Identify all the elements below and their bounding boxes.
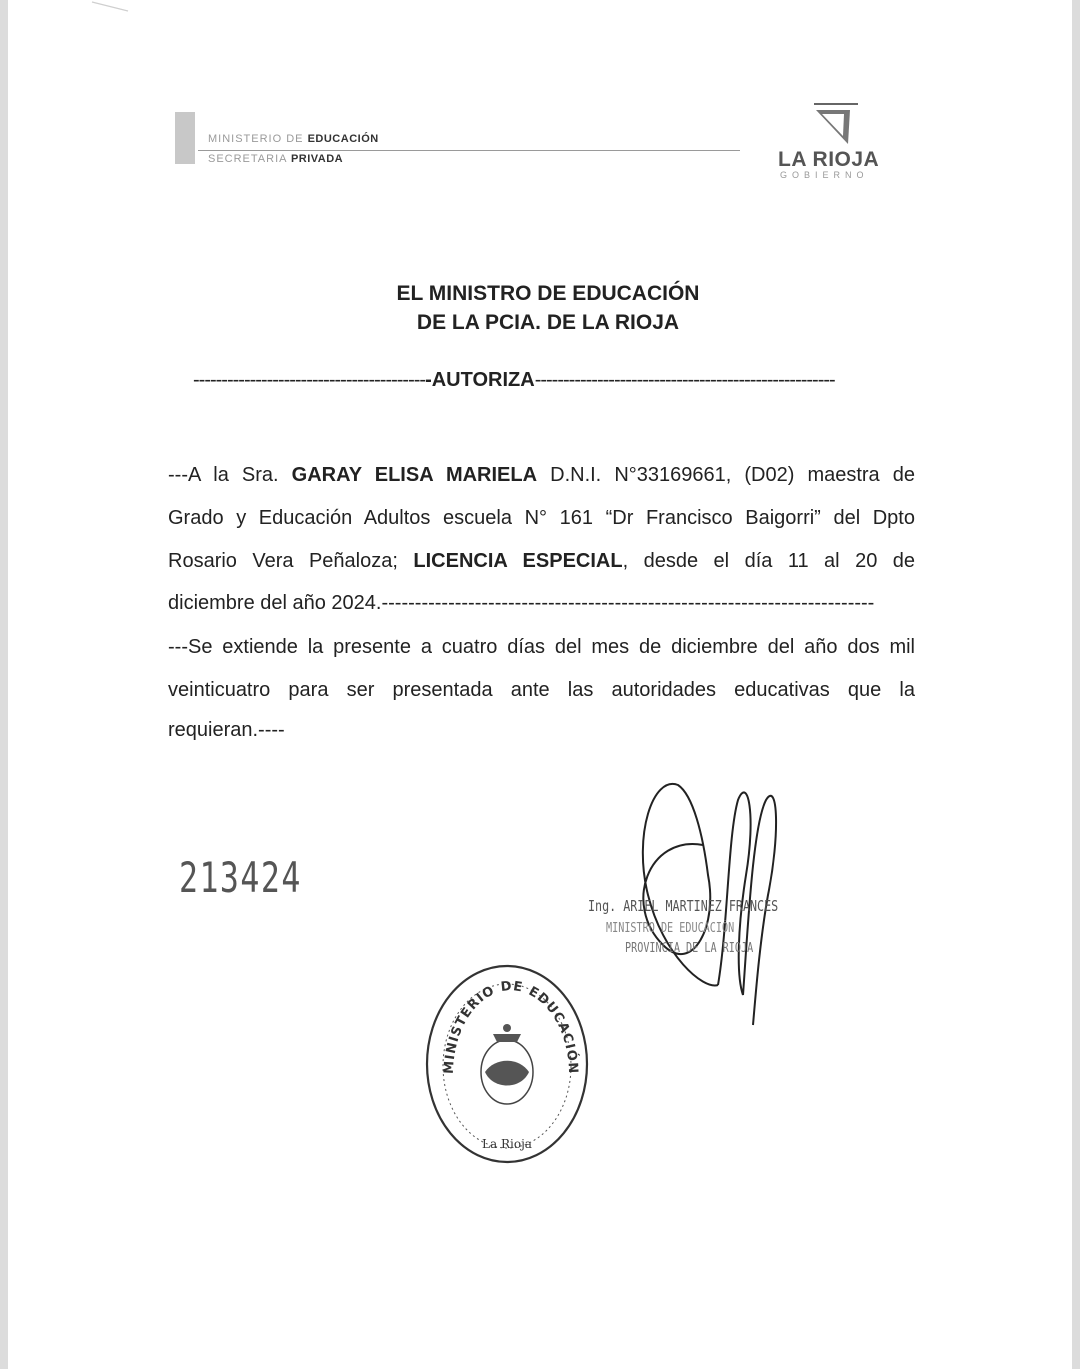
body-l1-a: ---A la Sra. bbox=[168, 464, 279, 486]
svg-text:MINISTERIO DE EDUCACIÓN bbox=[442, 979, 581, 1075]
header-secretary-prefix: SECRETARIA bbox=[208, 153, 287, 165]
body-line-5: ---Se extiende la presente a cuatro días del mes de diciembre del año dos mil bbox=[168, 636, 915, 658]
body-l1-c: N°33169661, bbox=[614, 464, 732, 486]
body-l1-f: de bbox=[892, 464, 915, 486]
logo-subtitle: GOBIERNO bbox=[780, 170, 869, 180]
body-l1-e: maestra bbox=[807, 464, 880, 486]
body-line-4: diciembre del año 2024.-------------------------------------------------------------------------- bbox=[168, 592, 875, 614]
autoriza-dashes-right: ----------------------------------------------------- bbox=[534, 369, 835, 391]
stamp-number: 213424 bbox=[179, 853, 302, 902]
header-bar bbox=[175, 112, 195, 164]
autoriza-word: -AUTORIZA bbox=[425, 369, 535, 391]
body-line-6: veinticuatro para ser presentada ante las autoridades educativas que la bbox=[168, 679, 915, 701]
coat-of-arms-icon bbox=[481, 1024, 533, 1104]
header-secretary-name: PRIVADA bbox=[290, 153, 344, 165]
seal-bottom-text: La Rioja bbox=[482, 1137, 532, 1151]
la-rioja-logo bbox=[768, 100, 908, 184]
logo-name: LA RIOJA bbox=[778, 148, 880, 171]
body-line-7: requieran.---- bbox=[168, 719, 285, 741]
autoriza-heading bbox=[193, 369, 893, 392]
signatory-province: PROVINCIA DE LA RIOJA bbox=[625, 941, 754, 956]
body-l3-a: Rosario Vera Peñaloza; bbox=[168, 550, 398, 572]
header-secretary bbox=[208, 153, 343, 165]
header-rule bbox=[198, 150, 740, 151]
signatory-role: MINISTRO DE EDUCACIÓN bbox=[606, 921, 735, 936]
header-ministry bbox=[208, 133, 379, 145]
header-ministry-prefix: MINISTERIO DE bbox=[208, 133, 304, 145]
body-l3-c: , desde el día 11 al 20 de bbox=[622, 550, 916, 572]
teacher-name: GARAY ELISA MARIELA bbox=[291, 464, 538, 486]
body-line-1 bbox=[168, 464, 915, 487]
logo-mark-icon bbox=[808, 100, 864, 146]
body-l1-b: D.N.I. bbox=[550, 464, 602, 486]
title-line-1: EL MINISTRO DE EDUCACIÓN bbox=[396, 282, 700, 305]
ministry-seal bbox=[423, 962, 591, 1166]
seal-ring-text: MINISTERIO DE EDUCACIÓN bbox=[441, 978, 581, 1075]
title-line-2: DE LA PCIA. DE LA RIOJA bbox=[416, 311, 680, 334]
signatory-name: Ing. ARIEL MARTINEZ FRANCES bbox=[588, 897, 779, 915]
body-l1-d: (D02) bbox=[744, 464, 795, 486]
autoriza-dashes-left: ----------------------------------------- bbox=[193, 369, 426, 391]
license-type: LICENCIA ESPECIAL bbox=[413, 550, 623, 572]
body-line-3 bbox=[168, 550, 915, 573]
document-sheet bbox=[8, 0, 1072, 1369]
corner-mark bbox=[90, 0, 130, 14]
header-ministry-name: EDUCACIÓN bbox=[307, 133, 379, 145]
body-line-2: Grado y Educación Adultos escuela N° 161 “Dr Francisco Baigorri” del Dpto bbox=[168, 507, 915, 529]
